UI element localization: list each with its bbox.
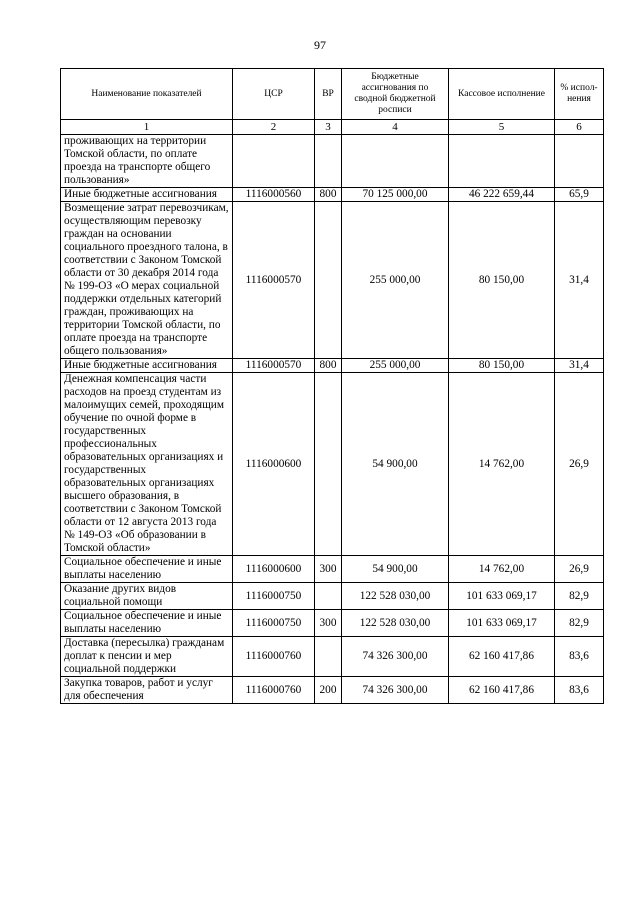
row-percent: 65,9: [555, 188, 604, 202]
row-indicator-name: Доставка (пересылка) гражданам доплат к пенсии и мер социальной поддержки: [61, 637, 233, 677]
row-budget: 74 326 300,00: [342, 677, 449, 704]
row-budget: 54 900,00: [342, 556, 449, 583]
row-indicator-name: Иные бюджетные ассигнования: [61, 188, 233, 202]
row-percent: 82,9: [555, 583, 604, 610]
page-number: 97: [314, 38, 326, 52]
table-row: [61, 610, 604, 637]
row-cash: 62 160 417,86: [449, 677, 555, 704]
row-indicator-name: Оказание других видов социальной помощи: [61, 583, 233, 610]
row-percent: 83,6: [555, 677, 604, 704]
header-indicator-name: Наименование показателей: [61, 69, 233, 120]
row-cash: 46 222 659,44: [449, 188, 555, 202]
row-indicator-name: Закупка товаров, работ и услуг для обеспечения: [61, 677, 233, 704]
header-csr: ЦСР: [233, 69, 315, 120]
row-percent: 31,4: [555, 202, 604, 359]
table-row: [61, 202, 604, 359]
row-percent: 26,9: [555, 373, 604, 556]
header-execution-percent: % испол-нения: [555, 69, 604, 120]
row-cash: 80 150,00: [449, 359, 555, 373]
row-csr: 1116000570: [233, 202, 315, 359]
table-row: [61, 637, 604, 677]
row-budget: 74 326 300,00: [342, 637, 449, 677]
row-csr: [233, 135, 315, 188]
row-vr: [315, 637, 342, 677]
row-csr: 1116000750: [233, 583, 315, 610]
row-percent: 31,4: [555, 359, 604, 373]
row-cash: 101 633 069,17: [449, 583, 555, 610]
column-number-row: [61, 120, 604, 135]
row-csr: 1116000600: [233, 373, 315, 556]
row-csr: 1116000760: [233, 677, 315, 704]
row-vr: 800: [315, 188, 342, 202]
row-percent: [555, 135, 604, 188]
budget-execution-table: [60, 68, 604, 704]
row-cash: 80 150,00: [449, 202, 555, 359]
row-budget: 255 000,00: [342, 202, 449, 359]
row-vr: 200: [315, 677, 342, 704]
row-vr: [315, 202, 342, 359]
row-vr: [315, 583, 342, 610]
header-budget-allocations: Бюджетные ассигнования по сводной бюджетной росписи: [342, 69, 449, 120]
row-csr: 1116000570: [233, 359, 315, 373]
row-indicator-name: Социальное обеспечение и иные выплаты населению: [61, 610, 233, 637]
column-number: 3: [315, 120, 342, 135]
row-csr: 1116000600: [233, 556, 315, 583]
column-number: 6: [555, 120, 604, 135]
row-budget: 255 000,00: [342, 359, 449, 373]
table-row: [61, 359, 604, 373]
row-percent: 26,9: [555, 556, 604, 583]
row-cash: 101 633 069,17: [449, 610, 555, 637]
column-number: 2: [233, 120, 315, 135]
header-cash-execution: Кассовое исполнение: [449, 69, 555, 120]
table-row: [61, 677, 604, 704]
row-cash: 62 160 417,86: [449, 637, 555, 677]
table-row: [61, 135, 604, 188]
row-vr: [315, 135, 342, 188]
row-vr: [315, 373, 342, 556]
column-number: 5: [449, 120, 555, 135]
row-indicator-name: проживающих на территории Томской области, по оплате проезда на транспорте общего пользования»: [61, 135, 233, 188]
row-budget: 70 125 000,00: [342, 188, 449, 202]
row-vr: 300: [315, 610, 342, 637]
row-indicator-name: Социальное обеспечение и иные выплаты населению: [61, 556, 233, 583]
table-header-row: [61, 69, 604, 120]
row-vr: 300: [315, 556, 342, 583]
row-vr: 800: [315, 359, 342, 373]
row-indicator-name: Возмещение затрат перевозчикам, осуществляющим перевозку граждан на основании социального проездного талона, в соответствии с Законом Томской области от 30 декабря 2014 года № 199-ОЗ «О мерах социальной поддержки отдельных категорий граждан, проживающих на территории Томской области, по оплате проезда на транспорте общего пользования»: [61, 202, 233, 359]
column-number: 4: [342, 120, 449, 135]
row-budget: [342, 135, 449, 188]
row-budget: 122 528 030,00: [342, 583, 449, 610]
row-budget: 54 900,00: [342, 373, 449, 556]
row-indicator-name: Денежная компенсация части расходов на проезд студентам из малоимущих семей, проходящим обучение по очной форме в государственных профессиональных образовательных организациях и государственных образовательных организациях высшего образования, в соответствии с Законом Томской области от 12 августа 2013 года № 149-ОЗ «Об образовании в Томской области»: [61, 373, 233, 556]
row-csr: 1116000560: [233, 188, 315, 202]
header-vr: ВР: [315, 69, 342, 120]
row-cash: 14 762,00: [449, 556, 555, 583]
row-csr: 1116000760: [233, 637, 315, 677]
row-percent: 82,9: [555, 610, 604, 637]
row-csr: 1116000750: [233, 610, 315, 637]
row-percent: 83,6: [555, 637, 604, 677]
row-indicator-name: Иные бюджетные ассигнования: [61, 359, 233, 373]
table-row: [61, 556, 604, 583]
table-row: [61, 583, 604, 610]
row-cash: 14 762,00: [449, 373, 555, 556]
row-budget: 122 528 030,00: [342, 610, 449, 637]
row-cash: [449, 135, 555, 188]
table-row: [61, 188, 604, 202]
table-row: [61, 373, 604, 556]
column-number: 1: [61, 120, 233, 135]
